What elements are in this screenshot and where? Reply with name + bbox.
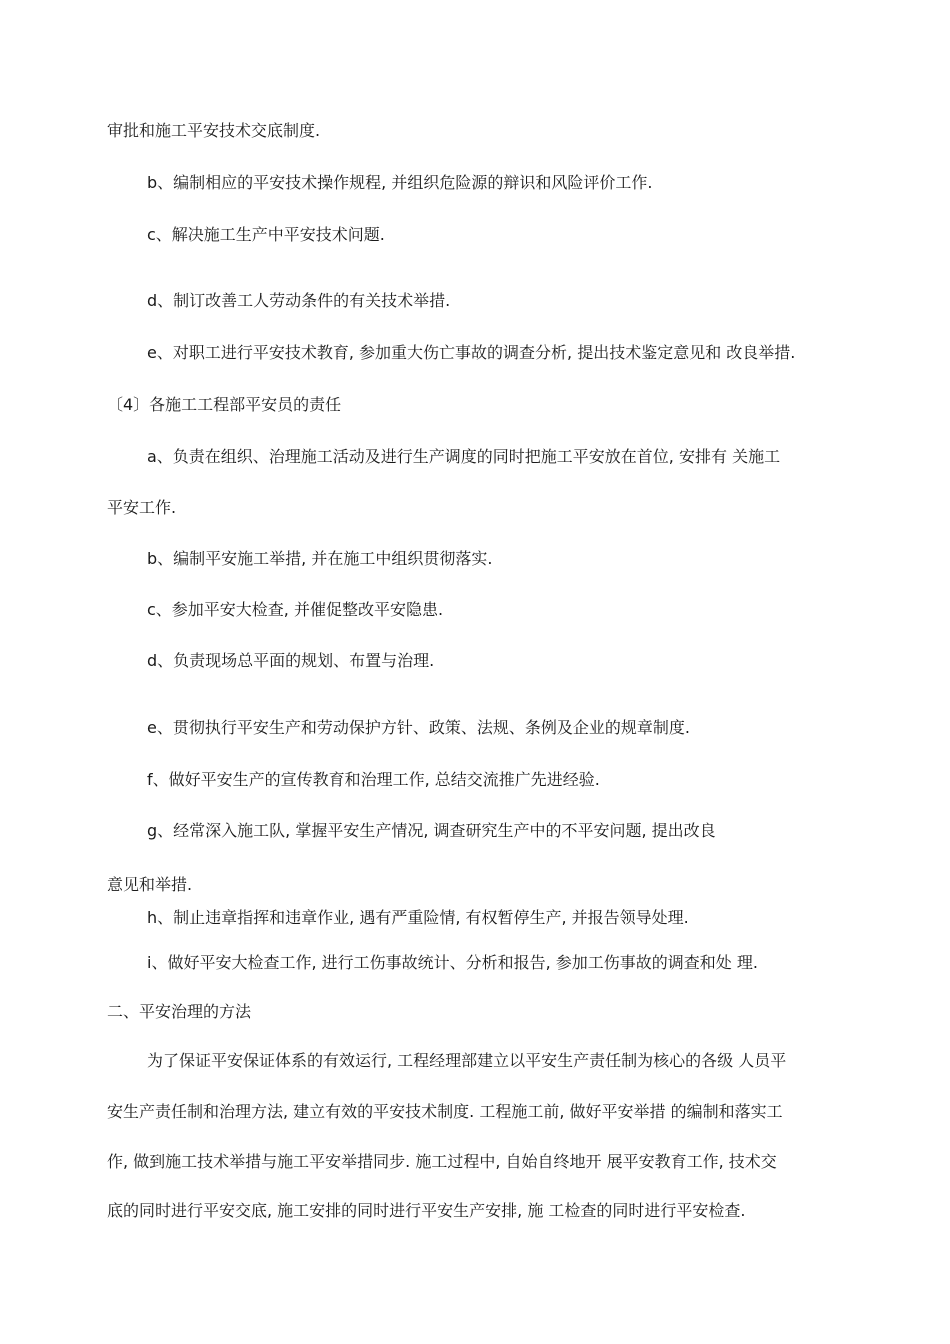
paragraph-line: 底的同时进行平安交底, 施工安排的同时进行平安生产安排, 施 工检查的同时进行平安检查.	[107, 1201, 746, 1220]
text-line: 意见和举措.	[107, 875, 193, 894]
item-b: b、编制相应的平安技术操作规程, 并组织危险源的辩识和风险评价工作.	[147, 173, 653, 192]
item-f: f、做好平安生产的宣传教育和治理工作, 总结交流推广先进经验.	[147, 770, 600, 789]
item-c: c、参加平安大检查, 并催促整改平安隐患.	[147, 600, 444, 619]
paragraph-line: 安生产责任制和治理方法, 建立有效的平安技术制度. 工程施工前, 做好平安举措 的编制和落实工	[107, 1102, 783, 1121]
paragraph-line: 作, 做到施工技术举措与施工平安举措同步. 施工过程中, 自始自终地开 展平安教育工作, 技术交	[107, 1152, 777, 1171]
item-d: d、制订改善工人劳动条件的有关技术举措.	[147, 291, 451, 310]
item-h: h、制止违章指挥和违章作业, 遇有严重险情, 有权暂停生产, 并报告领导处理.	[147, 908, 689, 927]
text-line: 平安工作.	[107, 498, 177, 517]
item-i: i、做好平安大检查工作, 进行工伤事故统计、分析和报告, 参加工伤事故的调查和处 理.	[147, 953, 758, 972]
paragraph-line: 为了保证平安保证体系的有效运行, 工程经理部建立以平安生产责任制为核心的各级 人员平	[147, 1051, 787, 1070]
text-line: 审批和施工平安技术交底制度.	[107, 121, 321, 140]
item-e: e、贯彻执行平安生产和劳动保护方针、政策、法规、条例及企业的规章制度.	[147, 718, 690, 737]
section-heading: 二、平安治理的方法	[107, 1002, 252, 1021]
item-e: e、对职工进行平安技术教育, 参加重大伤亡事故的调查分析, 提出技术鉴定意见和 改良举措.	[147, 343, 796, 362]
item-g: g、经常深入施工队, 掌握平安生产情况, 调查研究生产中的不平安问题, 提出改良	[147, 821, 716, 840]
section-heading: 〔4〕各施工工程部平安员的责任	[107, 395, 342, 414]
item-a: a、负责在组织、治理施工活动及进行生产调度的同时把施工平安放在首位, 安排有 关施工	[147, 447, 781, 466]
item-c: c、解决施工生产中平安技术问题.	[147, 225, 385, 244]
item-b: b、编制平安施工举措, 并在施工中组织贯彻落实.	[147, 549, 493, 568]
item-d: d、负责现场总平面的规划、布置与治理.	[147, 651, 435, 670]
